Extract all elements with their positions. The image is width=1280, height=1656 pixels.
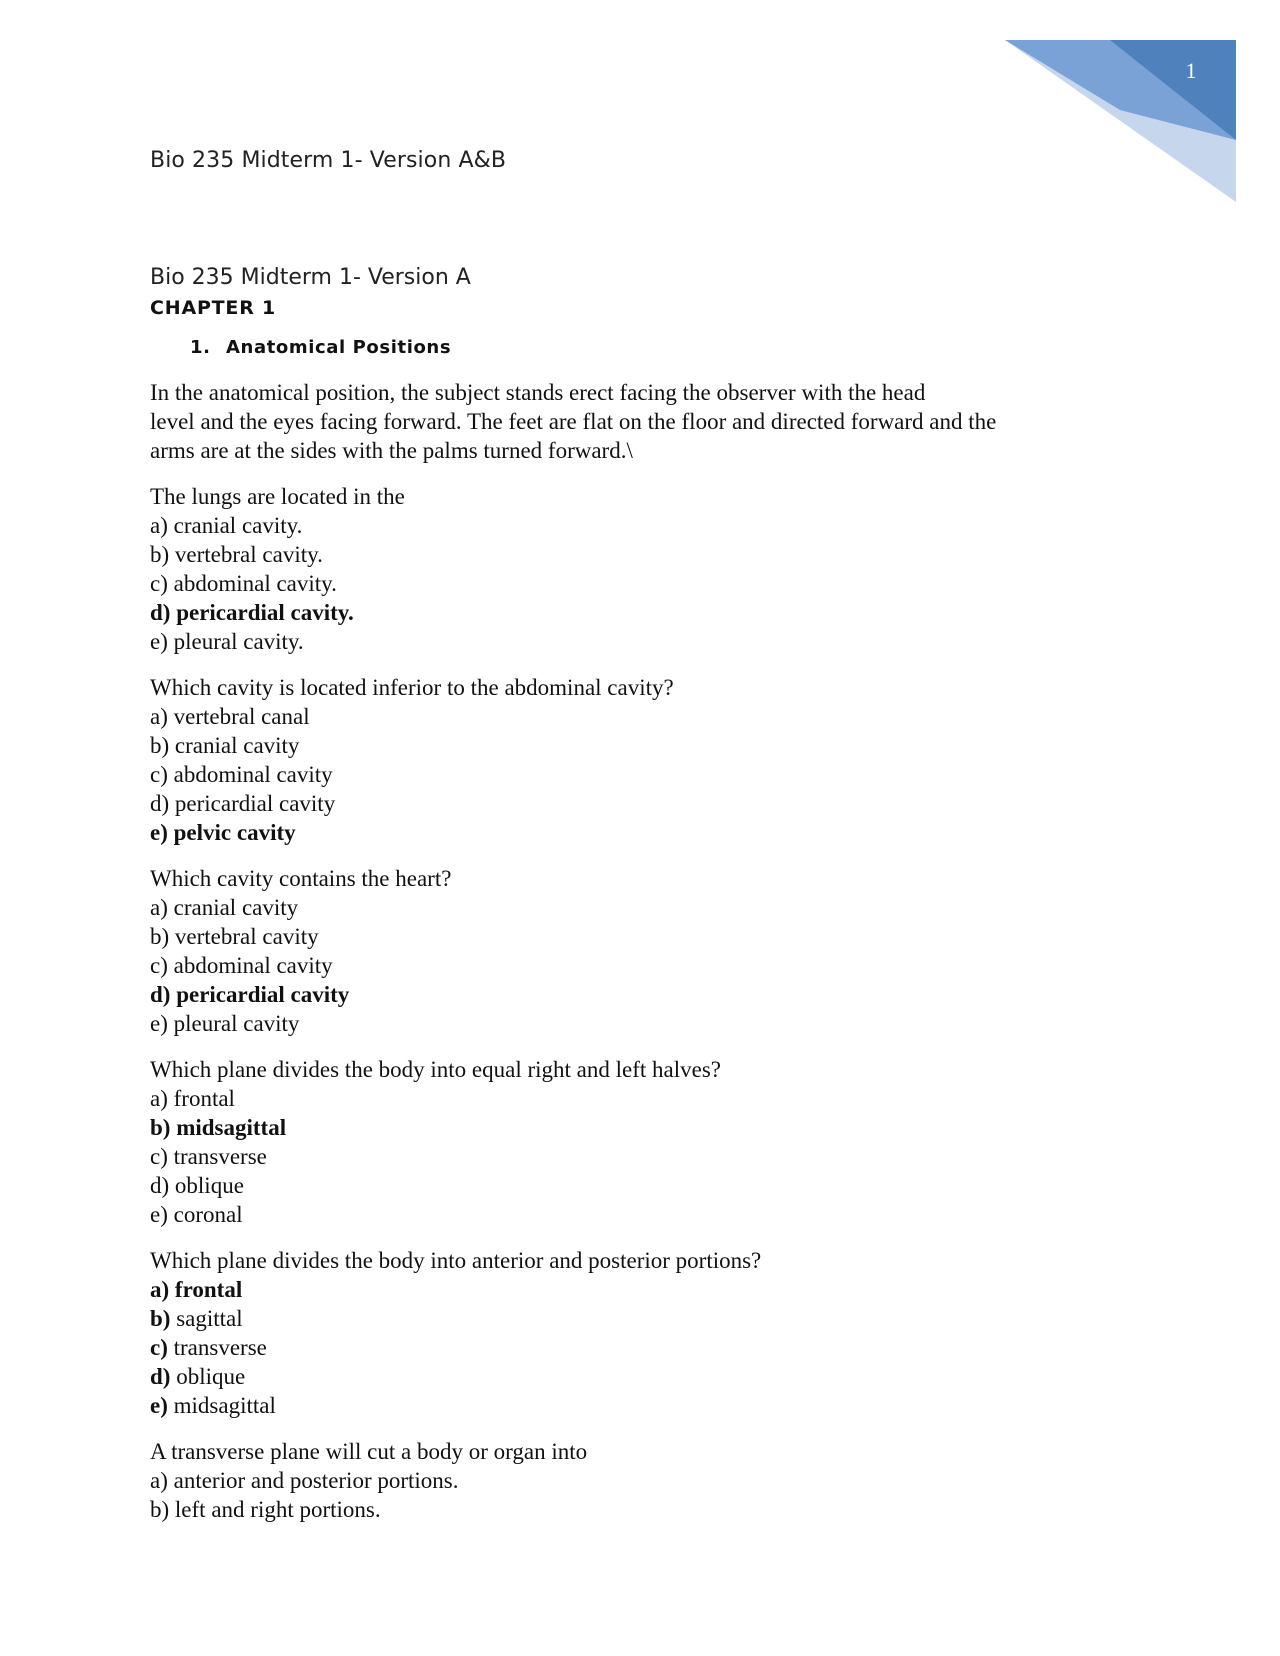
option-text: abdominal cavity. — [173, 571, 337, 596]
option-letter: a) — [150, 1468, 168, 1493]
option-text: left and right portions. — [174, 1497, 381, 1522]
option-e-answer — [150, 818, 1110, 847]
option-letter: a) — [150, 895, 168, 920]
option-text: sagittal — [176, 1306, 243, 1331]
option-text: cranial cavity — [173, 895, 299, 920]
option-d — [150, 1171, 1110, 1200]
option-letter: b) — [150, 924, 170, 949]
option-letter: e) — [150, 1393, 168, 1418]
option-b — [150, 1304, 1110, 1333]
option-text: anterior and posterior portions. — [173, 1468, 459, 1493]
section-number: 1. — [190, 337, 211, 358]
option-text: pericardial cavity — [174, 791, 336, 816]
option-text: abdominal cavity — [173, 762, 333, 787]
option-text: transverse — [173, 1335, 267, 1360]
option-c — [150, 1333, 1110, 1362]
option-letter: c) — [150, 762, 168, 787]
question-stem: Which plane divides the body into anterior and posterior portions? — [150, 1248, 762, 1273]
option-letter: e) — [150, 629, 168, 654]
option-letter: b) — [150, 542, 170, 567]
section-heading — [190, 334, 1110, 362]
question-6 — [150, 1437, 1110, 1524]
option-b — [150, 540, 1110, 569]
option-e — [150, 627, 1110, 656]
intro-line: level and the eyes facing forward. The feet are flat on the floor and directed forward and the — [150, 409, 997, 434]
option-d — [150, 1362, 1110, 1391]
option-text: vertebral cavity. — [174, 542, 323, 567]
option-letter: e) — [150, 1202, 168, 1227]
option-b — [150, 731, 1110, 760]
option-c — [150, 951, 1110, 980]
question-stem: Which plane divides the body into equal right and left halves? — [150, 1057, 722, 1082]
option-text: pleural cavity — [173, 1011, 300, 1036]
option-text: oblique — [174, 1173, 244, 1198]
option-text: transverse — [173, 1144, 267, 1169]
option-letter: a) — [150, 704, 168, 729]
option-text: pericardial cavity. — [176, 600, 354, 625]
intro-paragraph — [150, 378, 1110, 465]
option-a — [150, 511, 1110, 540]
chapter-heading: CHAPTER 1 — [150, 297, 277, 319]
option-text: pericardial cavity — [176, 982, 350, 1007]
option-letter: d) — [150, 600, 171, 625]
option-letter: a) — [150, 1086, 168, 1111]
option-c — [150, 569, 1110, 598]
option-a — [150, 1466, 1110, 1495]
option-a — [150, 702, 1110, 731]
option-text: vertebral cavity — [174, 924, 319, 949]
option-letter: d) — [150, 791, 170, 816]
question-2 — [150, 673, 1110, 847]
option-letter: a) — [150, 513, 168, 538]
option-d — [150, 789, 1110, 818]
option-d-answer — [150, 598, 1110, 627]
option-a-answer — [150, 1275, 1110, 1304]
option-letter: d) — [150, 982, 171, 1007]
option-c — [150, 760, 1110, 789]
option-text: midsagittal — [173, 1393, 276, 1418]
option-e — [150, 1391, 1110, 1420]
option-e — [150, 1200, 1110, 1229]
option-text: coronal — [173, 1202, 243, 1227]
option-a — [150, 1084, 1110, 1113]
document-title: Bio 235 Midterm 1- Version A — [150, 265, 471, 290]
option-text: midsagittal — [176, 1115, 287, 1140]
option-letter: c) — [150, 1144, 168, 1169]
intro-line: In the anatomical position, the subject stands erect facing the observer with the head — [150, 380, 926, 405]
option-e — [150, 1009, 1110, 1038]
question-4 — [150, 1055, 1110, 1229]
option-letter: e) — [150, 1011, 168, 1036]
question-stem: A transverse plane will cut a body or organ into — [150, 1439, 588, 1464]
option-letter: b) — [150, 1306, 171, 1331]
option-letter: c) — [150, 571, 168, 596]
question-stem: The lungs are located in the — [150, 484, 405, 509]
option-text: oblique — [176, 1364, 246, 1389]
option-letter: a) — [150, 1277, 170, 1302]
question-3 — [150, 864, 1110, 1038]
option-b — [150, 922, 1110, 951]
option-text: cranial cavity. — [173, 513, 303, 538]
option-letter: e) — [150, 820, 168, 845]
option-text: cranial cavity — [174, 733, 300, 758]
option-letter: c) — [150, 1335, 168, 1360]
question-5 — [150, 1246, 1110, 1420]
option-text: pelvic cavity — [173, 820, 296, 845]
option-letter: c) — [150, 953, 168, 978]
option-c — [150, 1142, 1110, 1171]
option-d-answer — [150, 980, 1110, 1009]
option-letter: b) — [150, 1115, 171, 1140]
option-text: vertebral canal — [173, 704, 310, 729]
question-stem: Which cavity is located inferior to the abdominal cavity? — [150, 675, 674, 700]
option-b — [150, 1495, 1110, 1524]
option-text: pleural cavity. — [173, 629, 304, 654]
option-letter: d) — [150, 1173, 170, 1198]
option-letter: b) — [150, 733, 170, 758]
option-text: abdominal cavity — [173, 953, 333, 978]
page-number: 1 — [1185, 58, 1197, 83]
question-1 — [150, 482, 1110, 656]
document-body — [150, 262, 1110, 1524]
option-letter: b) — [150, 1497, 170, 1522]
section-title: Anatomical Positions — [226, 337, 452, 358]
question-stem: Which cavity contains the heart? — [150, 866, 452, 891]
option-text: frontal — [174, 1277, 243, 1302]
option-a — [150, 893, 1110, 922]
corner-decoration — [0, 0, 1280, 220]
running-header: Bio 235 Midterm 1- Version A&B — [150, 148, 507, 173]
intro-line: arms are at the sides with the palms turned forward.\ — [150, 438, 633, 463]
option-b-answer — [150, 1113, 1110, 1142]
option-letter: d) — [150, 1364, 171, 1389]
option-text: frontal — [173, 1086, 235, 1111]
